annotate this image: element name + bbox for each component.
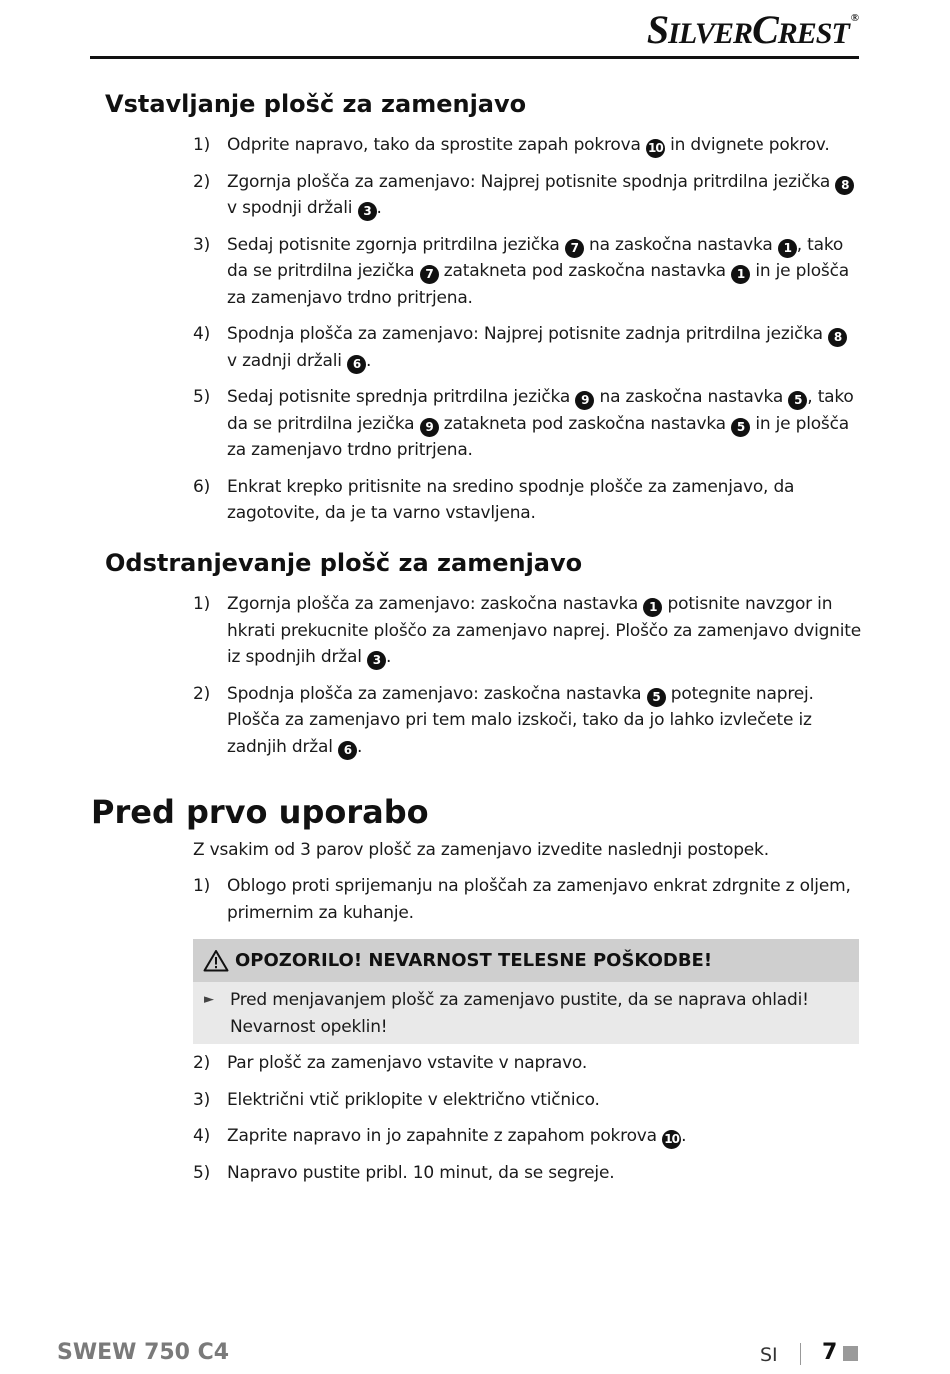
step-number: 1) bbox=[193, 876, 211, 896]
footer-divider bbox=[800, 1343, 801, 1365]
logo-text-ilver: ILVER bbox=[668, 17, 753, 50]
warning-text: Pred menjavanjem plošč za zamenjavo pustite, da se naprava ohladi! Nevarnost opeklin! bbox=[230, 990, 809, 1037]
warning-body bbox=[193, 982, 859, 1040]
circled-reference-number: 5 bbox=[788, 391, 807, 410]
step-text: Napravo pustite pribl. 10 minut, da se segreje. bbox=[227, 1162, 615, 1183]
registered-mark: ® bbox=[850, 12, 858, 24]
warning-box bbox=[193, 939, 859, 1044]
step-item bbox=[193, 1160, 861, 1187]
step-number: 3) bbox=[193, 234, 211, 255]
step-item bbox=[193, 169, 861, 222]
circled-reference-number: 7 bbox=[420, 265, 439, 284]
section-title-insert: Vstavljanje plošč za zamenjavo bbox=[105, 90, 527, 118]
step-item bbox=[193, 1050, 861, 1077]
step-text: Zgornja plošča za zamenjavo: zaskočna nastavka bbox=[227, 594, 644, 614]
circled-reference-number: 3 bbox=[367, 651, 386, 670]
step-item bbox=[193, 1087, 861, 1114]
step-text: zatakneta pod zaskočna nastavka bbox=[438, 261, 732, 281]
step-number: 2) bbox=[193, 1053, 211, 1073]
step-item bbox=[193, 132, 861, 159]
step-text: in je plošča za zamenjavo trdno pritrjena. bbox=[227, 413, 849, 460]
step-number: 6) bbox=[193, 476, 211, 497]
page-number: 7 bbox=[822, 1340, 838, 1365]
logo-text-rest: REST bbox=[777, 17, 849, 50]
step-text: Odprite napravo, tako da sprostite zapah pokrova bbox=[227, 135, 646, 155]
header-rule bbox=[90, 56, 859, 59]
insert-steps-list bbox=[193, 132, 861, 537]
step-text: . bbox=[385, 647, 392, 667]
step-text: v zadnji držali bbox=[227, 350, 347, 371]
circled-reference-number: 1 bbox=[731, 265, 750, 284]
circled-reference-number: 7 bbox=[565, 239, 584, 258]
warning-title: OPOZORILO! NEVARNOST TELESNE POŠKODBE! bbox=[235, 950, 713, 971]
circled-reference-number: 8 bbox=[835, 176, 854, 195]
step-number: 4) bbox=[193, 1126, 211, 1146]
section-title-first-use: Pred prvo uporabo bbox=[91, 793, 429, 831]
first-use-intro: Z vsakim od 3 parov plošč za zamenjavo izvedite naslednji postopek. bbox=[193, 840, 769, 860]
step-item bbox=[193, 591, 861, 671]
circled-reference-number: 6 bbox=[338, 741, 357, 760]
step-text: Enkrat krepko pritisnite na sredino spodnje plošče za zamenjavo, da zagotovite, da je ta varno vstavljena. bbox=[227, 476, 795, 523]
footer-square-icon bbox=[843, 1346, 858, 1361]
brand-logo bbox=[647, 6, 858, 53]
step-number: 5) bbox=[193, 387, 211, 407]
step-item bbox=[193, 474, 861, 527]
footer-language: SI bbox=[760, 1344, 778, 1366]
step-number: 2) bbox=[193, 683, 211, 704]
circled-reference-number: 6 bbox=[347, 355, 366, 374]
logo-letter-c: C bbox=[752, 7, 778, 52]
step-text: Spodnja plošča za zamenjavo: zaskočna nastavka bbox=[227, 683, 647, 704]
step-text: Zaprite napravo in jo zapahnite z zapahom pokrova bbox=[227, 1126, 663, 1146]
step-text: Sedaj potisnite sprednja pritrdilna jezička bbox=[227, 387, 576, 407]
first-use-steps-list-b bbox=[193, 1050, 861, 1196]
circled-reference-number: 9 bbox=[420, 418, 439, 437]
first-use-steps-list-a bbox=[193, 873, 861, 936]
circled-reference-number: 3 bbox=[358, 202, 377, 221]
step-text: na zaskočna nastavka bbox=[583, 234, 778, 255]
logo-letter-s: S bbox=[646, 7, 669, 52]
step-number: 4) bbox=[193, 324, 211, 344]
step-text: in je plošča za zamenjavo trdno pritrjena. bbox=[227, 261, 849, 308]
step-text: potegnite naprej. Plošča za zamenjavo pri tem malo izskoči, tako da jo lahko izvlečete iz zadnjih držal bbox=[227, 683, 814, 757]
circled-reference-number: 9 bbox=[575, 391, 594, 410]
step-text: Sedaj potisnite zgornja pritrdilna jezička bbox=[227, 234, 565, 255]
step-item bbox=[193, 681, 861, 761]
step-text: . bbox=[356, 736, 363, 757]
step-text: . bbox=[681, 1126, 687, 1146]
step-number: 2) bbox=[193, 171, 211, 192]
step-text: potisnite navzgor in hkrati prekucnite ploščo za zamenjavo naprej. Ploščo za zamenjavo dvignite iz spodnjih držal bbox=[227, 594, 862, 667]
step-item bbox=[193, 873, 861, 926]
circled-reference-number: 1 bbox=[778, 239, 797, 258]
footer-model: SWEW 750 C4 bbox=[57, 1340, 230, 1365]
step-text: Zgornja plošča za zamenjavo: Najprej potisnite spodnja pritrdilna jezička bbox=[227, 171, 836, 192]
step-item bbox=[193, 232, 861, 312]
step-text: v spodnji držali bbox=[227, 198, 358, 218]
step-text: . bbox=[366, 350, 372, 371]
section-title-remove: Odstranjevanje plošč za zamenjavo bbox=[105, 549, 583, 577]
step-text: zatakneta pod zaskočna nastavka bbox=[438, 413, 732, 434]
step-text: , tako da se pritrdilna jezička bbox=[227, 387, 854, 434]
step-text: Električni vtič priklopite v električno vtičnico. bbox=[227, 1089, 600, 1110]
step-item bbox=[193, 1123, 861, 1150]
step-number: 1) bbox=[193, 135, 211, 155]
step-text: na zaskočna nastavka bbox=[594, 387, 789, 407]
circled-reference-number: 5 bbox=[647, 688, 666, 707]
step-text: in dvignete pokrov. bbox=[664, 135, 830, 155]
circled-reference-number: 10 bbox=[662, 1130, 681, 1149]
step-text: Oblogo proti sprijemanju na ploščah za zamenjavo enkrat zdrgnite z oljem, primernim za kuhanje. bbox=[227, 876, 851, 923]
step-text: Par plošč za zamenjavo vstavite v napravo. bbox=[227, 1053, 588, 1073]
remove-steps-list bbox=[193, 591, 861, 770]
step-item bbox=[193, 321, 861, 374]
step-item bbox=[193, 384, 861, 464]
warning-triangle-icon bbox=[203, 949, 229, 972]
step-number: 3) bbox=[193, 1089, 211, 1110]
arrow-bullet-icon: ► bbox=[204, 992, 214, 1007]
step-number: 1) bbox=[193, 594, 211, 614]
circled-reference-number: 10 bbox=[646, 139, 665, 158]
circled-reference-number: 8 bbox=[828, 328, 847, 347]
circled-reference-number: 1 bbox=[643, 598, 662, 617]
step-text: . bbox=[376, 198, 382, 218]
step-text: Spodnja plošča za zamenjavo: Najprej potisnite zadnja pritrdilna jezička bbox=[227, 324, 829, 344]
step-text: , tako da se pritrdilna jezička bbox=[227, 234, 844, 281]
circled-reference-number: 5 bbox=[731, 418, 750, 437]
step-number: 5) bbox=[193, 1162, 211, 1183]
warning-header bbox=[193, 939, 859, 982]
